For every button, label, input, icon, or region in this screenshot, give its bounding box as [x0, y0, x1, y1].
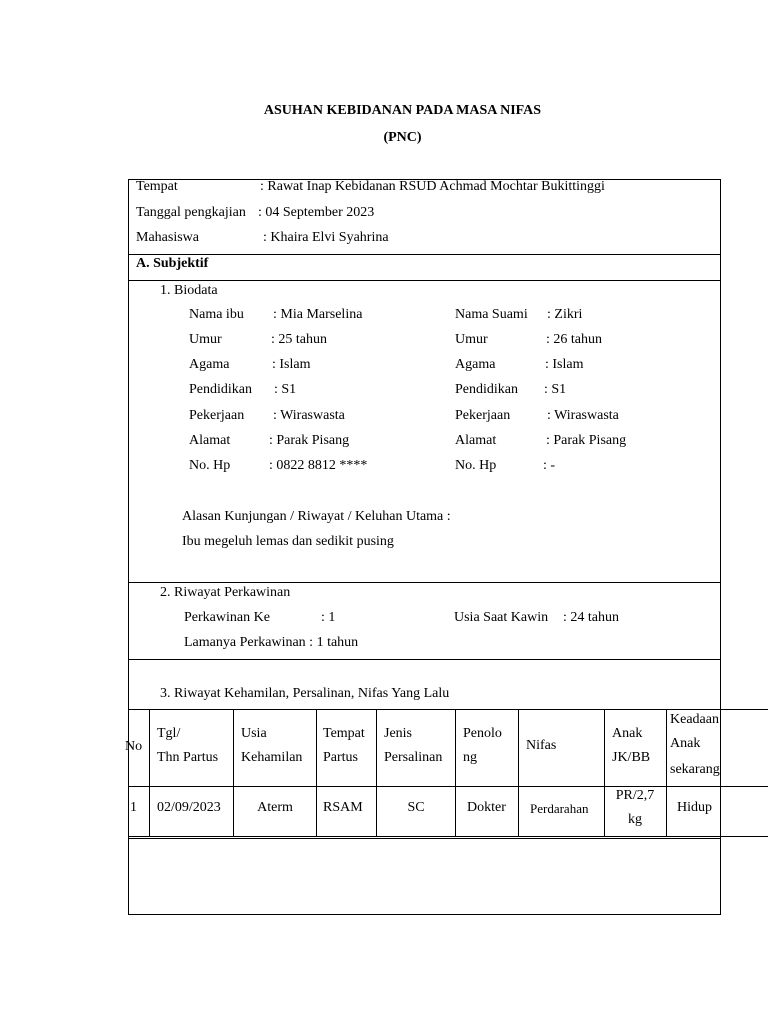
page-title: ASUHAN KEBIDANAN PADA MASA NIFAS	[263, 103, 542, 118]
divider	[128, 254, 721, 255]
frame-bottom	[128, 914, 721, 915]
suami-label: Agama	[455, 357, 496, 372]
table-header-jenis: Jenis	[384, 726, 412, 741]
mahasiswa-value: : Khaira Elvi Syahrina	[263, 230, 389, 245]
ibu-label: Umur	[189, 332, 222, 347]
table-header-usia: Kehamilan	[241, 750, 303, 765]
suami-value: : Islam	[545, 357, 584, 372]
ibu-label: Alamat	[189, 433, 231, 448]
table-col-line	[518, 709, 519, 837]
ibu-value: : S1	[274, 382, 297, 397]
alasan-label: Alasan Kunjungan / Riwayat / Keluhan Utama :	[182, 509, 451, 524]
table-cell-keadaan: Hidup	[677, 800, 712, 815]
table-header-penolong: ng	[463, 750, 477, 765]
suami-value: : Wiraswasta	[547, 408, 619, 423]
divider	[128, 582, 721, 583]
table-cell-anak: kg	[628, 812, 642, 827]
table-header-no: No	[125, 739, 143, 754]
table-header-penolong: Penolo	[463, 726, 502, 741]
table-header-usia: Usia	[241, 726, 267, 741]
suami-label: Umur	[455, 332, 488, 347]
table-line	[128, 836, 768, 837]
suami-label: No. Hp	[455, 458, 497, 473]
table-header-keadaan: sekarang	[670, 762, 720, 777]
tempat-value: : Rawat Inap Kebidanan RSUD Achmad Mochtar Bukittinggi	[260, 179, 605, 194]
table-header-tempat: Tempat	[323, 726, 365, 741]
table-header-anak: Anak	[612, 726, 643, 741]
usia-kawin-value: : 24 tahun	[563, 610, 619, 625]
tempat-label: Tempat	[136, 179, 178, 194]
suami-label: Pendidikan	[455, 382, 518, 397]
table-header-keadaan: Keadaan	[670, 712, 719, 727]
suami-value: : S1	[544, 382, 567, 397]
table-header-tempat: Partus	[323, 750, 358, 765]
perkawinan-ke-label: Perkawinan Ke	[184, 610, 270, 625]
alasan-value: Ibu megeluh lemas dan sedikit pusing	[182, 534, 394, 549]
usia-kawin-label: Usia Saat Kawin	[454, 610, 549, 625]
suami-value: : -	[543, 458, 556, 473]
table-col-line	[666, 709, 667, 837]
tanggal-value: : 04 September 2023	[258, 205, 375, 220]
divider	[128, 659, 721, 660]
table-cell-anak: PR/2,7	[615, 788, 655, 803]
mahasiswa-label: Mahasiswa	[136, 230, 199, 245]
suami-value: : Parak Pisang	[546, 433, 627, 448]
table-cell-nifas: Perdarahan	[530, 801, 589, 816]
ibu-label: Nama ibu	[189, 307, 244, 322]
ibu-label: No. Hp	[189, 458, 231, 473]
table-header-jenis: Persalinan	[384, 750, 443, 765]
suami-value: : Zikri	[547, 307, 583, 322]
table-header-keadaan: Anak	[670, 736, 701, 751]
table-cell-jenis: SC	[407, 800, 425, 815]
section-a-heading: A. Subjektif	[136, 256, 209, 271]
table-header-tgl: Thn Partus	[157, 750, 219, 765]
table-cell-no: 1	[130, 800, 137, 815]
ibu-value: : Parak Pisang	[269, 433, 350, 448]
suami-label: Pekerjaan	[455, 408, 511, 423]
ibu-label: Pendidikan	[189, 382, 252, 397]
kehamilan-heading: 3. Riwayat Kehamilan, Persalinan, Nifas Yang Lalu	[160, 686, 450, 701]
table-cell-usia: Aterm	[257, 800, 293, 815]
perkawinan-heading: 2. Riwayat Perkawinan	[160, 585, 291, 600]
ibu-value: : Islam	[272, 357, 311, 372]
ibu-value: : Wiraswasta	[273, 408, 345, 423]
table-cell-tgl: 02/09/2023	[157, 800, 221, 815]
frame-right	[720, 179, 721, 915]
ibu-value: : Mia Marselina	[273, 307, 363, 322]
table-line	[128, 786, 768, 787]
biodata-heading: 1. Biodata	[160, 283, 218, 298]
page-subtitle: (PNC)	[383, 130, 422, 145]
tanggal-label: Tanggal pengkajian	[136, 205, 246, 220]
table-line	[128, 838, 721, 839]
table-header-tgl: Tgl/	[157, 726, 181, 741]
suami-value: : 26 tahun	[546, 332, 602, 347]
suami-label: Nama Suami	[455, 307, 528, 322]
ibu-label: Agama	[189, 357, 230, 372]
suami-label: Alamat	[455, 433, 497, 448]
perkawinan-ke-value: : 1	[321, 610, 336, 625]
ibu-value: : 0822 8812 ****	[269, 458, 368, 473]
table-header-nifas: Nifas	[526, 738, 557, 753]
table-col-line	[149, 709, 150, 837]
table-header-anak: JK/BB	[612, 750, 651, 765]
ibu-value: : 25 tahun	[271, 332, 327, 347]
ibu-label: Pekerjaan	[189, 408, 245, 423]
table-cell-penolong: Dokter	[467, 800, 506, 815]
lama-perkawinan: Lamanya Perkawinan : 1 tahun	[184, 635, 359, 650]
divider	[128, 280, 721, 281]
frame-left	[128, 179, 129, 915]
table-cell-tempat: RSAM	[323, 800, 363, 815]
